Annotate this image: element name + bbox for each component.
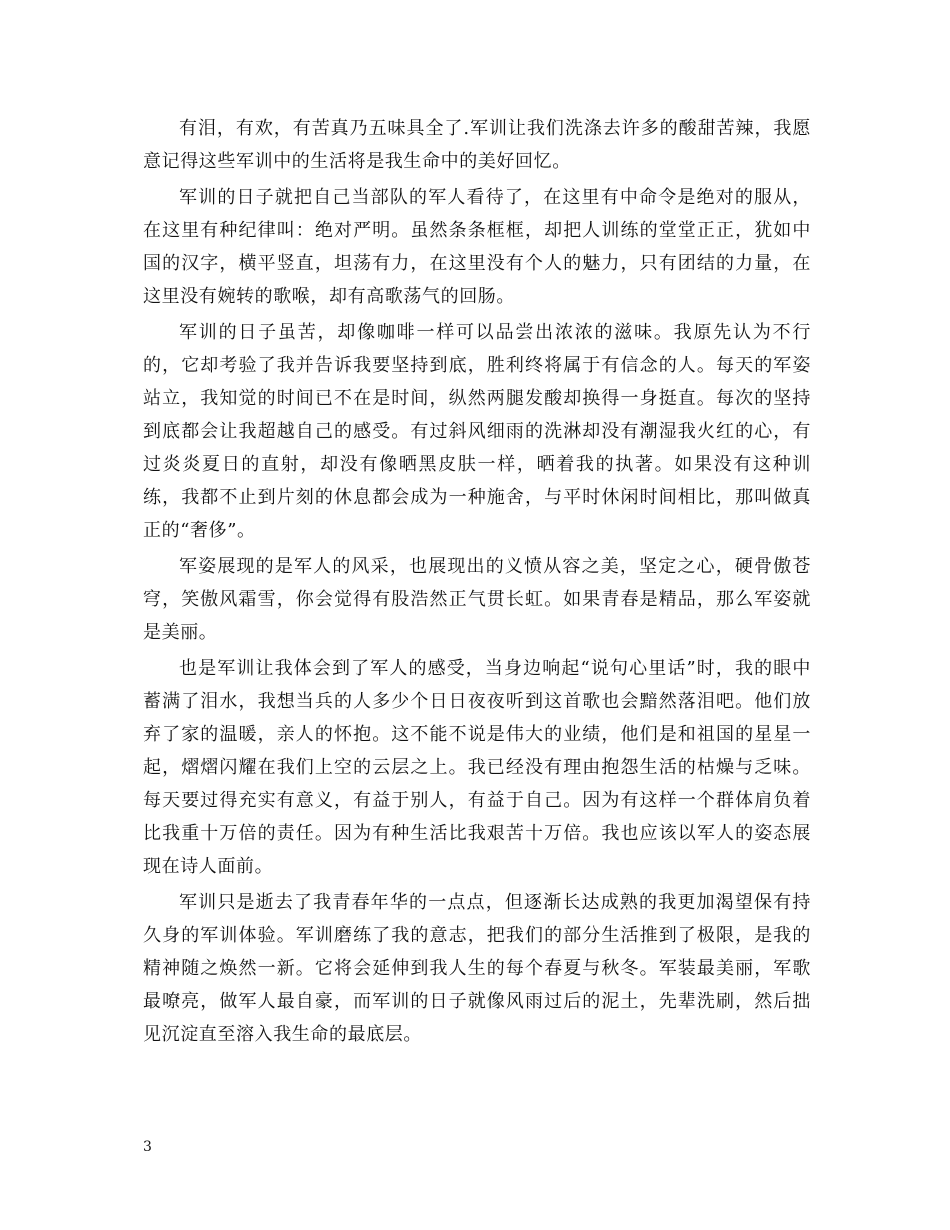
paragraph: 军姿展现的是军人的风采，也展现出的义愤从容之美，坚定之心，硬骨傲苍穹，笑傲风霜雪，你会觉得有股浩然正气贯长虹。如果青春是精品，那么军姿就是美丽。 — [143, 556, 811, 643]
paragraph: 军训的日子就把自己当部队的军人看待了，在这里有中命令是绝对的服从，在这里有种纪律叫：绝对严明。虽然条条框框，却把人训练的堂堂正正，犹如中国的汉字，横平竖直，坦荡有力，在这里没有个人的魅力，只有团结的力量，在这里没有婉转的歌喉，却有高歌荡气的回肠。 — [143, 187, 811, 307]
paragraph: 军训只是逝去了我青春年华的一点点，但逐渐长达成熟的我更加渴望保有持久身的军训体验。军训磨练了我的意志，把我们的部分生活推到了极限，是我的精神随之焕然一新。它将会延伸到我人生的每个春夏与秋冬。军装最美丽，军歌最嘹亮，做军人最自豪，而军训的日子就像风雨过后的泥土，先辈洗刷，然后拙见沉淀直至溶入我生命的最底层。 — [143, 892, 811, 1045]
body-text — [143, 112, 811, 1054]
paragraph: 有泪，有欢，有苦真乃五味具全了.军训让我们洗涤去许多的酸甜苦辣，我愿意记得这些军训中的生活将是我生命中的美好回忆。 — [143, 118, 811, 172]
paragraph: 也是军训让我体会到了军人的感受，当身边响起“说句心里话”时，我的眼中蓄满了泪水，我想当兵的人多少个日日夜夜听到这首歌也会黯然落泪吧。他们放弃了家的温暖，亲人的怀抱。这不能不说是伟大的业绩，他们是和祖国的星星一起，熠熠闪耀在我们上空的云层之上。我已经没有理由抱怨生活的枯燥与乏味。每天要过得充实有意义，有益于别人，有益于自己。因为有这样一个群体肩负着比我重十万倍的责任。因为有种生活比我艰苦十万倍。我也应该以军人的姿态展现在诗人面前。 — [143, 658, 811, 877]
page-number: 3 — [143, 1139, 152, 1155]
paragraph: 军训的日子虽苦，却像咖啡一样可以品尝出浓浓的滋味。我原先认为不行的，它却考验了我并告诉我要坚持到底，胜利终将属于有信念的人。每天的军姿站立，我知觉的时间已不在是时间，纵然两腿发酸却换得一身挺直。每次的坚持到底都会让我超越自己的感受。有过斜风细雨的洗淋却没有潮湿我火红的心，有过炎炎夏日的直射，却没有像晒黑皮肤一样，晒着我的执著。如果没有这种训练，我都不止到片刻的休息都会成为一种施舍，与平时休闲时间相比，那叫做真正的“奢侈”。 — [143, 322, 811, 541]
